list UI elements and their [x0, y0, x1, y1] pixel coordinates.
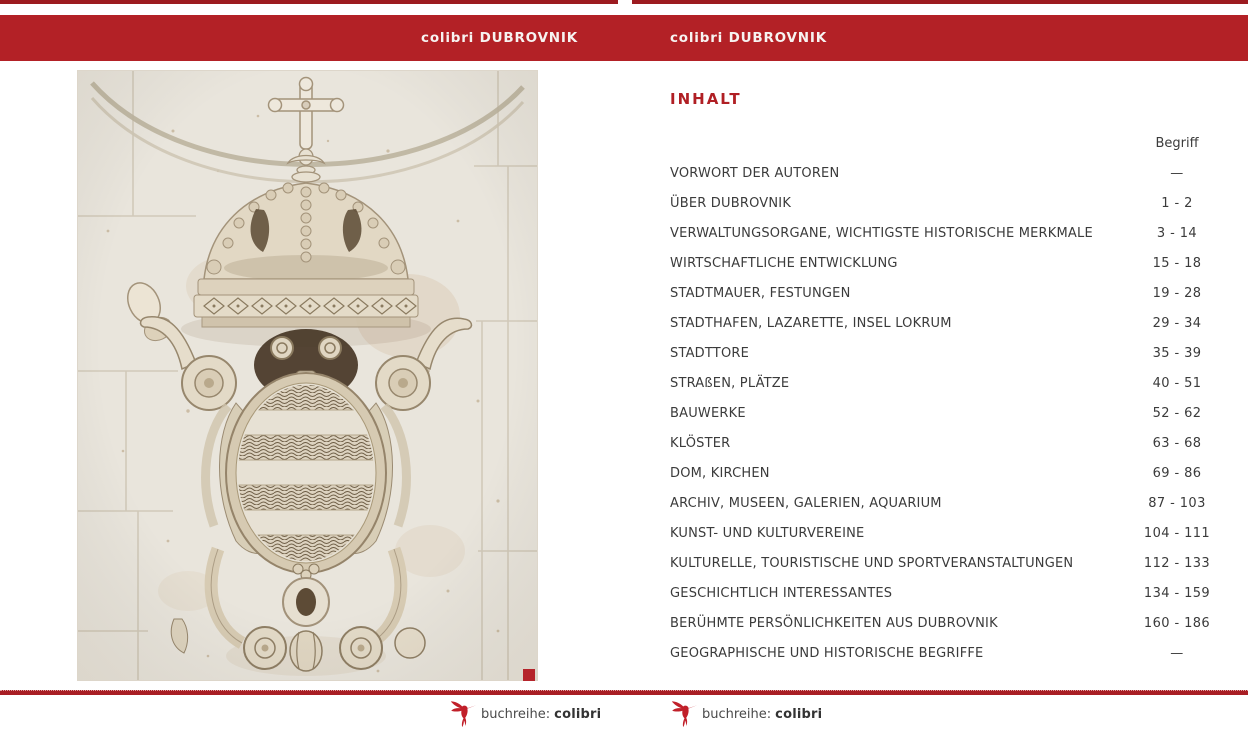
toc-entry-label: STADTMAUER, FESTUNGEN — [670, 286, 851, 301]
footer-rule — [0, 690, 1248, 695]
toc-entry-pages: 134 - 159 — [1143, 586, 1211, 601]
toc-title: INHALT — [670, 90, 742, 108]
toc-entry-label: VORWORT DER AUTOREN — [670, 166, 840, 181]
toc-entry-label: BAUWERKE — [670, 406, 746, 421]
toc-row — [670, 189, 1237, 219]
toc-row — [670, 549, 1237, 579]
toc-entry-pages: 52 - 62 — [1152, 406, 1202, 421]
toc-entry-label: WIRTSCHAFTLICHE ENTWICKLUNG — [670, 256, 898, 271]
toc-entry-pages: 1 - 2 — [1161, 196, 1193, 211]
toc-entry-pages: — — [1170, 646, 1184, 661]
header-banner — [0, 15, 1248, 61]
footer-series-label: buchreihe: colibri — [702, 706, 823, 722]
footer-brand-right — [671, 699, 822, 729]
toc-entry-pages: 69 - 86 — [1152, 466, 1202, 481]
toc-entry-pages: 35 - 39 — [1152, 346, 1202, 361]
toc-entry-pages: 63 - 68 — [1152, 436, 1202, 451]
toc-entry-label: ÜBER DUBROVNIK — [670, 196, 792, 211]
toc-list — [670, 159, 1237, 669]
toc-row — [670, 249, 1237, 279]
toc-row — [670, 609, 1237, 639]
toc-row — [670, 219, 1237, 249]
toc-entry-label: KLÖSTER — [670, 436, 731, 451]
toc-entry-label: DOM, KIRCHEN — [670, 466, 770, 481]
top-rule-right-page — [632, 0, 1248, 4]
footer-brand-left — [450, 699, 601, 729]
banner-title-left: colibri DUBROVNIK — [421, 30, 578, 46]
toc-row — [670, 309, 1237, 339]
toc-row — [670, 489, 1237, 519]
photo-corner-badge — [523, 669, 535, 681]
toc-row — [670, 639, 1237, 669]
toc-row — [670, 369, 1237, 399]
toc-row — [670, 519, 1237, 549]
toc-entry-label: BERÜHMTE PERSÖNLICHKEITEN AUS DUBROVNIK — [670, 616, 998, 631]
toc-entry-label: ARCHIV, MUSEEN, GALERIEN, AQUARIUM — [670, 496, 942, 511]
toc-entry-pages: 104 - 111 — [1143, 526, 1211, 541]
toc-row — [670, 339, 1237, 369]
top-rule-left-page — [0, 0, 618, 4]
toc-row — [670, 579, 1237, 609]
toc-entry-label: GEOGRAPHISCHE UND HISTORISCHE BEGRIFFE — [670, 646, 984, 661]
toc-entry-label: STADTTORE — [670, 346, 750, 361]
colibri-logo-icon — [450, 700, 477, 729]
coat-of-arms-photo — [78, 71, 537, 680]
toc-entry-pages: 3 - 14 — [1156, 226, 1198, 241]
toc-entry-label: VERWALTUNGSORGANE, WICHTIGSTE HISTORISCHE MERKMALE — [670, 226, 1093, 241]
toc-entry-pages: 19 - 28 — [1152, 286, 1202, 301]
toc-entry-label: GESCHICHTLICH INTERESSANTES — [670, 586, 893, 601]
toc-entry-pages: 29 - 34 — [1152, 316, 1202, 331]
colibri-logo-icon — [671, 700, 698, 729]
toc-row — [670, 279, 1237, 309]
toc-entry-pages: — — [1170, 166, 1184, 181]
toc-row — [670, 429, 1237, 459]
banner-title-right: colibri DUBROVNIK — [670, 30, 827, 46]
toc-row — [670, 459, 1237, 489]
toc-entry-label: KUNST- UND KULTURVEREINE — [670, 526, 865, 541]
toc-column-header: Begriff — [1155, 136, 1199, 151]
toc-entry-label: STRAßEN, PLÄTZE — [670, 376, 790, 391]
toc-entry-label: STADTHAFEN, LAZARETTE, INSEL LOKRUM — [670, 316, 952, 331]
toc-entry-pages: 112 - 133 — [1143, 556, 1211, 571]
toc-entry-pages: 40 - 51 — [1152, 376, 1202, 391]
toc-row — [670, 399, 1237, 429]
toc-entry-pages: 87 - 103 — [1148, 496, 1206, 511]
toc-entry-pages: 160 - 186 — [1143, 616, 1211, 631]
toc-row — [670, 159, 1237, 189]
toc-entry-pages: 15 - 18 — [1152, 256, 1202, 271]
footer-series-label: buchreihe: colibri — [481, 706, 602, 722]
toc-entry-label: KULTURELLE, TOURISTISCHE UND SPORTVERANSTALTUNGEN — [670, 556, 1074, 571]
